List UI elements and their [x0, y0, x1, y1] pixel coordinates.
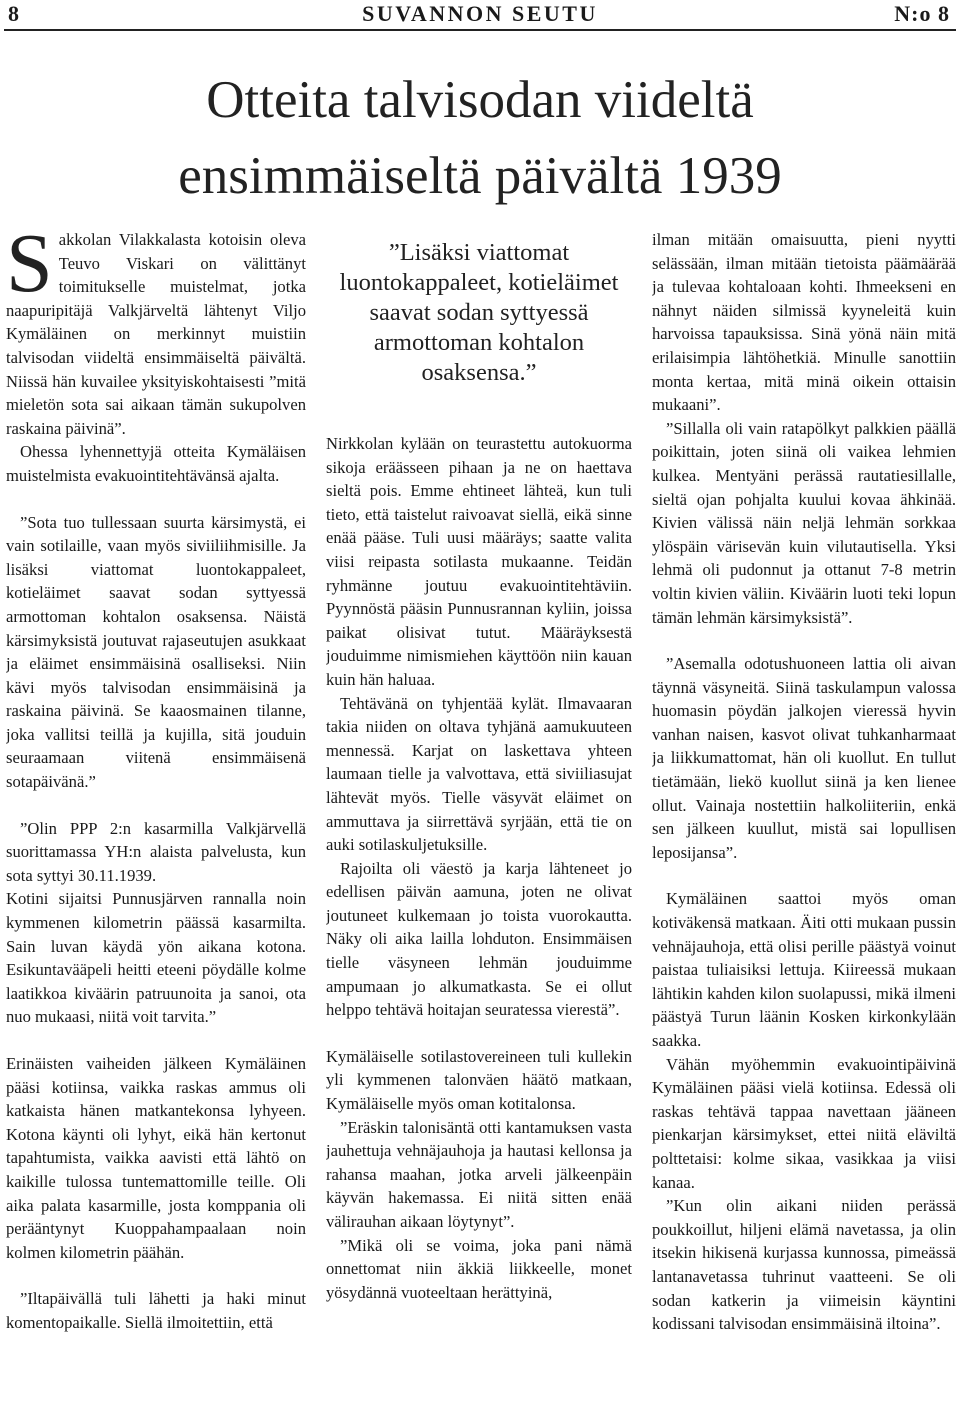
- article-column-2: [326, 228, 632, 1416]
- paragraph: ”Sillalla oli vain ratapölkyt palkkien päällä poikittain, joten siinä oli vaikea lehmien kulkea. Mentyäni perässä rautatiesillalle, sieltä ojan pohjalta kuului kovaa ähkinää. Kivien välissä näin neljä lehmän sorkkaa ylöspäin värisevän kuin vilutautisella. Yksi lehmä oli pudonnut ja ottanut 7-8 metrin voltin kivien väliin. Kiväärin luoti teki lopun tämän lehmän kärsimyksistä”.: [652, 418, 956, 627]
- header-rule: [4, 29, 956, 31]
- paragraph: Kymäläinen saattoi myös oman kotiväkensä matkaan. Äiti otti mukaan pussin vehnäjauhoja, että olisi perille päästyä voinut paistaa tuliaisiksi lettuja. Kiireessä mukaan lähtikin kahden kilon suolapussi, mikä ilmeni päästyä Turun läänin Kosken kirkonkylään saakka.: [652, 889, 956, 1050]
- issue-number: N:o 8: [894, 1, 950, 26]
- paragraph: ”Kun olin aikani niiden perässä poukkoillut, hiljeni elämä navetassa, ja olin itsekin hikisenä kurjassa kunnossa, pimeässä lantanavetassa tuhrinut vaatteeni. Se oli sodan katkerin ja viimeisin käyntini kodissani talvisodan ensimmäisinä iltoina”.: [652, 1196, 956, 1334]
- paragraph: Erinäisten vaiheiden jälkeen Kymäläinen pääsi kotiinsa, vaikka raskas ammus oli katkaista hänen matkantekonsa lyhyeen. Kotona käynti oli lyhyt, eikä hän kertonut tapahtumista, vaikka aavisti että lähtö on kaikille tulossa tuntemattomille teille. Oli aika palata kasarmille, josta komppania oli perääntynyt Kuoppahampaalaan noin kolmen kilometrin päähän.: [6, 1054, 306, 1262]
- paragraph: ”Olin PPP 2:n kasarmilla Valkjärvellä suorittamassa YH:n alaista palvelusta, kun sota syttyi 30.11.1939.: [6, 818, 306, 885]
- paragraph: ”Mikä oli se voima, joka pani nämä onnettomat niin äkkiä liikkeelle, monet yösydännä vuoteeltaan herättyinä,: [326, 1235, 632, 1302]
- paragraph: Kymäläiselle sotilastovereineen tuli kullekin yli kymmenen talonväen häätö matkaan, Kymäläiselle myös oman kotitalonsa.: [326, 1046, 632, 1114]
- article-column-1: [6, 228, 306, 1416]
- paragraph: Tehtävänä on tyhjentää kylät. Ilmavaaran takia niiden on oltava tyhjänä aamukuuteen mennessä. Karjat on laskettava yhteen laumaan tielle ja valvottava, että siviiliasujat lähtevät myös. Tielle väsyvät eläimet on ammuttava ja siirrettävä syrjään, että tie on auki sotilaskuljetuksille.: [326, 693, 632, 855]
- paragraph: ”Eräskin talonisäntä otti kantamuksen vasta jauhettuja vehnäjauhoja ja hautasi kellonsa ja rahansa maahan, jotka arveli jälkeenpäin käyvän hakemassa. Ei niitä sitten enää välirauhan aikaan löytynyt”.: [326, 1117, 632, 1231]
- paragraph: ”Asemalla odotushuoneen lattia oli aivan täynnä väsyneitä. Siinä taskulampun valossa huomasin pöydän jalkojen vieressä hyvin vanhan naisen, kasvot olivat tuhkanharmaat ja liikkumattomat, hän oli kuollut. En tullut tietämään, liekö kuollut siinä ja ken lienee ollut. Vainaja nostettiin halkoliiteriin, enkä sen jälkeen kuullut, mistä sai lopullisen leposijansa”.: [652, 654, 956, 862]
- paragraph: ”Sota tuo tullessaan suurta kärsimystä, ei vain sotilaille, vaan myös siviiliihmisille. Ja lisäksi viattomat luontokappaleet, kotieläimet saavat sodan syttyessä armottoman kohtalon osaksensa. Näistä kärsimyksistä joutuvat rajaseutujen asukkaat ja eläimet ensimmäisinä osalliseksi. Niin kävi myös talvisodan ensimmäisinä ja raskaina päivinä. Se kaaosmainen tilanne, joka vallitsi teillä ja kujilla, sitä jouduin seuraamaan viitenä ensimmäisenä sotapäivänä.”: [6, 512, 306, 792]
- article-column-3: [652, 228, 956, 1416]
- paragraph: ”Iltapäivällä tuli lähetti ja haki minut komentopaikalle. Siellä ilmoitettiin, että: [6, 1289, 306, 1332]
- article-headline: [0, 62, 960, 214]
- pull-quote: ”Lisäksi viattomat luontokappaleet, kotieläimet saavat sodan syttyessä armottoman kohtalon osaksensa.”: [339, 239, 619, 386]
- paragraph: Nirkkolan kylään on teurastettu autokuorma sikoja eräässeen pihaan ja ne on haettava sieltä pois. Emme ehtineet lähteä, kun tuli tieto, että taistelut raivoavat siellä, eikä sinne enää pääse. Tuli uusi määräys; saatte valita viisi reipasta sotilasta mukaanne. Teidän ryhmänne joutuu evakuointitehtäviin. Pyynnöstä pääsin Punnusrannan kyliin, joissa paikat olisivat tutut. Määräyksestä jouduimme nimismiehen käyttöön niin kauan kuin hän haluaa.: [326, 434, 632, 689]
- page-number: 8: [8, 1, 19, 26]
- headline-line-2: ensimmäiseltä päivältä 1939: [178, 147, 782, 205]
- intro-text: akkolan Vilakkalasta kotoisin oleva Teuvo Viskari on välittänyt toimitukselle muistelmat, jotka naapuripitäjä Valkjärveltä lähtenyt Viljo Kymäläinen on merkinnyt muistiin talvisodan viideltä ensimmäiseltä päivältä. Niissä hän kuvailee yksityiskohtaisesti ”mitä mieletön sota sai aikaan tämän sukupolven raskaina päivinä”.: [6, 230, 306, 438]
- paragraph: ilman mitään omaisuutta, pieni nyytti selässään, ilman mitään tietoista päämäärää ja tulevaa kohtaloaan kohti. Ihmeekseni en nähnyt näiden silmissä kyyneleitä kuin harvoissa tapauksissa. Sinä yönä näin mitä erilaisimpia lähtöhetkiä. Minulle sanottiin monta kertaa, mitä minä oikein ottaisin mukaani”.: [652, 230, 956, 415]
- paragraph: Vähän myöhemmin evakuointipäivinä Kymäläinen pääsi vielä kotiinsa. Edessä oli raskas tehtävä tappaa navettaan jääneen pienkarjan kärsimykset, ettei niitä eläviltä polttetaisi: kolme sikaa, vasikkaa ja viisi kanaa.: [652, 1054, 956, 1192]
- paragraph: Ohessa lyhennettyjä otteita Kymäläisen muistelmista evakuointitehtävänsä ajalta.: [6, 442, 306, 485]
- drop-cap: S: [6, 228, 53, 310]
- newspaper-name: SUVANNON SEUTU: [362, 1, 598, 26]
- paragraph: Kotini sijaitsi Punnusjärven rannalla noin kymmenen kilometrin päässä kasarmilta. Sain luvan käydä yön aikana kotona. Esikuntavääpeli heitti eteeni pöydälle kolme laatikkoa kiväärin patruunoita ja sanoi, ota nuo mukaasi, niitä voit tarvita.”: [6, 889, 306, 1027]
- intro-paragraph: [6, 228, 306, 440]
- page-header: [0, 0, 960, 28]
- headline-line-1: Otteita talvisodan viideltä: [206, 71, 754, 129]
- paragraph: Rajoilta oli väestö ja karja lähteneet jo edellisen päivän aamuna, joten ne olivat joutuneet kulkemaan jo toista vuorokautta. Näky oli aika lailla lohduton. Ensimmäisen tielle väsyneen lehmän jouduimme ampumaan jo alkumatkasta. Se ei ollut helppo tehtävä hoitajan seuratessa vierestä”.: [326, 858, 632, 1020]
